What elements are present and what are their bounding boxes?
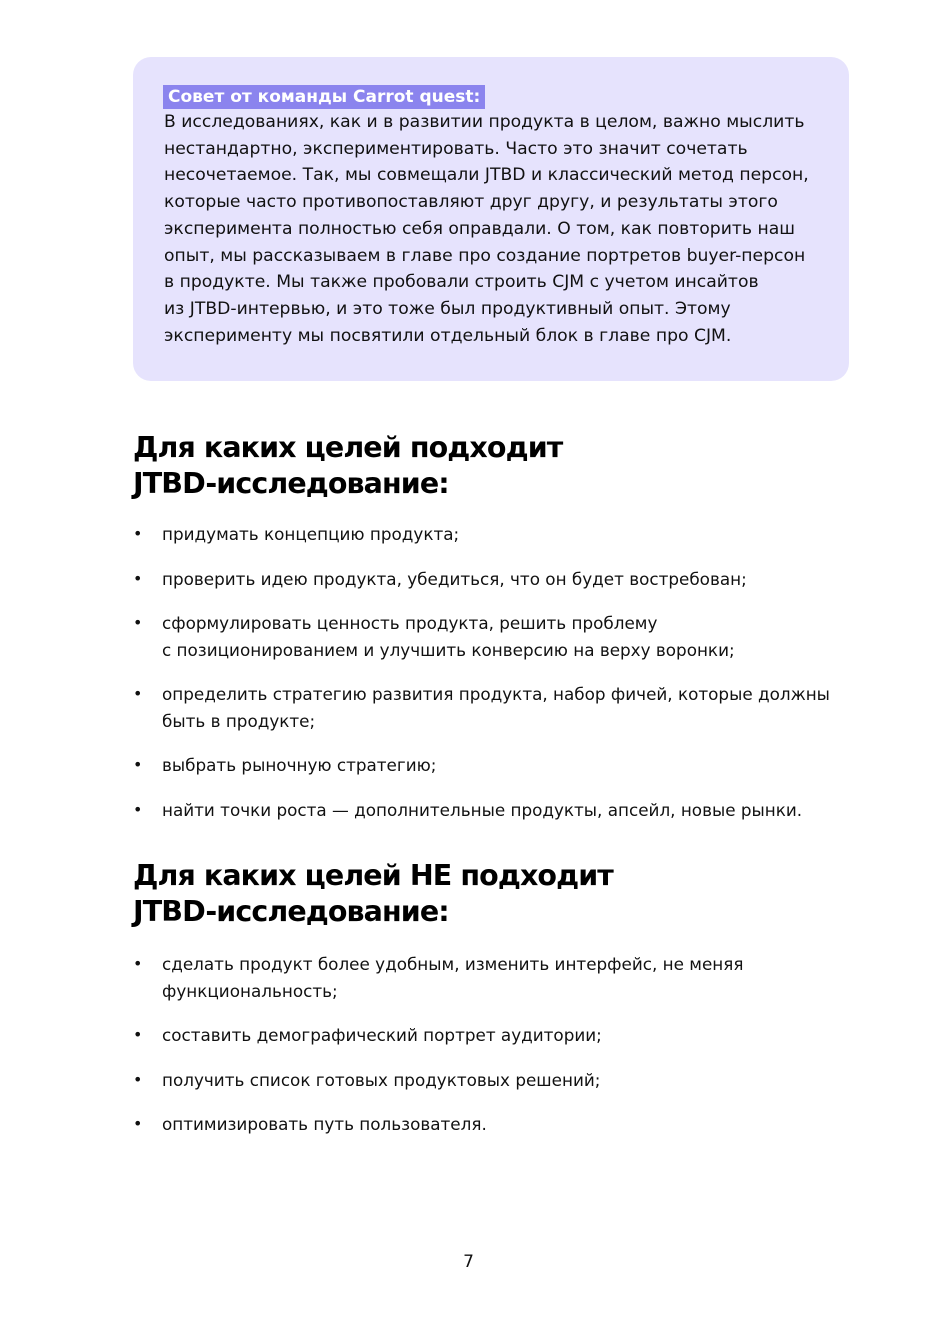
list-item-text: найти точки роста — дополнительные продукты, апсейл, новые рынки. [162,799,803,820]
list-item [133,797,873,824]
list-item-text: быть в продукте; [162,710,316,731]
bullet-icon: • [133,568,143,588]
bullet-icon: • [133,799,143,819]
suitable-list [133,521,873,823]
list-item [133,610,873,663]
list-item-text: придумать концепцию продукта; [162,524,460,544]
list-item-text: сделать продукт более удобным, изменить интерфейс, не меняя [162,954,744,974]
bullet-icon: • [133,684,143,703]
list-item [133,521,873,548]
list-item [133,566,873,593]
list-item-text: оптимизировать путь пользователя. [162,1114,487,1134]
title-line: JTBD-исследование: [133,895,449,928]
bullet-icon: • [133,954,143,973]
list-item [133,681,873,734]
tip-box [133,57,849,381]
tip-text-line: В исследованиях, как и в развитии продукта в целом, важно мыслить [164,112,805,132]
list-item-text: получить список готовых продуктовых решений; [162,1069,601,1090]
list-item-text: с позиционированием и улучшить конверсию на верху воронки; [162,639,735,660]
bullet-icon: • [133,524,143,543]
list-item [133,1111,873,1138]
tip-text-line: в продукте. Мы также пробовали строить CJM с учетом инсайтов [164,272,759,293]
list-item-text: выбрать рыночную стратегию; [162,755,437,775]
bullet-icon: • [133,755,143,774]
list-item [133,752,873,779]
tip-text-line: которые часто противопоставляют друг другу, и результаты этого [164,192,778,213]
tip-text-line: несочетаемое. Так, мы совмещали JTBD и классический метод персон, [164,165,809,186]
tip-label: Совет от команды Carrot quest: [163,85,485,109]
not-suitable-list [133,951,873,1138]
bullet-icon: • [133,1114,143,1133]
title-line: Для каких целей НЕ подходит [133,859,613,892]
tip-text-line: эксперимента полностью себя оправдали. О том, как повторить наш [164,218,795,239]
page-number: 7 [463,1252,474,1272]
list-item-text: сформулировать ценность продукта, решить проблему [162,613,658,633]
title-line: JTBD-исследование: [133,467,449,500]
list-item-text: определить стратегию развития продукта, набор фичей, которые должны [162,684,830,704]
tip-text-line: нестандартно, экспериментировать. Часто это значит сочетать [164,138,748,159]
list-item [133,1022,873,1049]
list-item [133,951,873,1004]
list-item-text: функциональность; [162,980,338,1001]
list-item [133,1067,873,1094]
tip-text [164,109,819,349]
not-suitable-section-title [133,858,613,930]
title-line: Для каких целей подходит [133,431,563,464]
bullet-icon: • [133,613,143,632]
suitable-section-title [133,430,562,502]
bullet-icon: • [133,1069,143,1089]
tip-text-line: из JTBD-интервью, и это тоже был продуктивный опыт. Этому [164,298,731,319]
bullet-icon: • [133,1025,143,1044]
list-item-text: проверить идею продукта, убедиться, что он будет востребован; [162,568,747,589]
list-item-text: составить демографический портрет аудитории; [162,1025,602,1045]
tip-text-line: эксперименту мы посвятили отдельный блок в главе про CJM. [164,325,732,346]
tip-text-line: опыт, мы рассказываем в главе про создание портретов buyer-персон [164,245,806,266]
